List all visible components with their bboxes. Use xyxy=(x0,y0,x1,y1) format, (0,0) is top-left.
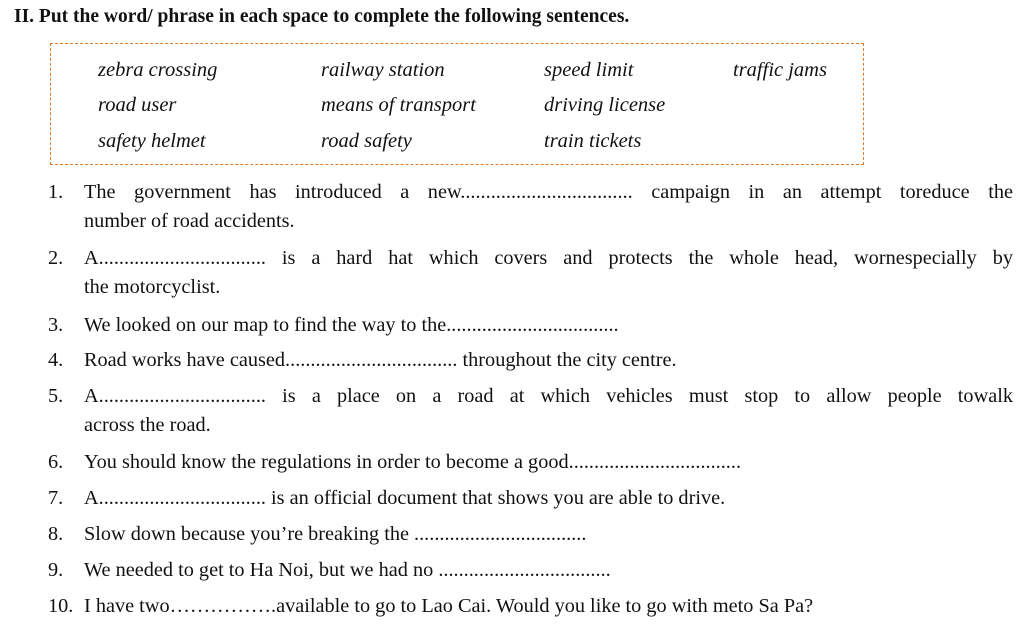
sentence-number: 8. xyxy=(48,523,64,545)
sentence-text: A................................. is an official document that shows you are able to drive. xyxy=(84,487,726,509)
sentence-text: You should know the regulations in order to become a good.................................. xyxy=(84,451,742,473)
word-driving-license: driving license xyxy=(544,94,666,116)
sentence-text: A................................. is a place on a road at which vehicles must stop to allow people towalk xyxy=(84,385,1013,407)
sentence-number: 9. xyxy=(48,559,64,581)
word-road-user: road user xyxy=(98,94,177,116)
sentence-continuation: across the road. xyxy=(84,414,211,436)
sentence-text: A................................. is a hard hat which covers and protects the whole head, wornespecially by xyxy=(84,247,1013,269)
sentence-number: 3. xyxy=(48,314,64,336)
sentence-continuation: the motorcyclist. xyxy=(84,276,221,298)
sentence-number: 1. xyxy=(48,181,64,203)
exercise-heading: II. Put the word/ phrase in each space to complete the following sentences. xyxy=(14,6,630,27)
word-zebra-crossing: zebra crossing xyxy=(98,59,218,81)
sentence-continuation: number of road accidents. xyxy=(84,210,295,232)
sentence-number: 7. xyxy=(48,487,64,509)
word-railway-station: railway station xyxy=(321,59,445,81)
sentence-text: I have two…………….available to go to Lao Cai. Would you like to go with meto Sa Pa? xyxy=(84,595,814,617)
sentence-number: 6. xyxy=(48,451,64,473)
sentence-text: Slow down because you’re breaking the .................................. xyxy=(84,523,587,545)
sentence-number: 10. xyxy=(48,595,74,617)
word-speed-limit: speed limit xyxy=(544,59,634,81)
word-means-of-transport: means of transport xyxy=(321,94,476,116)
sentence-text: We needed to get to Ha Noi, but we had no .................................. xyxy=(84,559,611,581)
word-safety-helmet: safety helmet xyxy=(98,130,206,152)
word-train-tickets: train tickets xyxy=(544,130,642,152)
sentence-text: We looked on our map to find the way to the.................................. xyxy=(84,314,619,336)
sentence-number: 2. xyxy=(48,247,64,269)
sentence-number: 5. xyxy=(48,385,64,407)
sentence-text: Road works have caused.................................. throughout the city centre. xyxy=(84,349,677,371)
word-road-safety: road safety xyxy=(321,130,412,152)
sentence-number: 4. xyxy=(48,349,64,371)
sentence-text: The government has introduced a new.................................. campaign in an attempt toreduce the xyxy=(84,181,1013,203)
word-traffic-jams: traffic jams xyxy=(733,59,827,81)
